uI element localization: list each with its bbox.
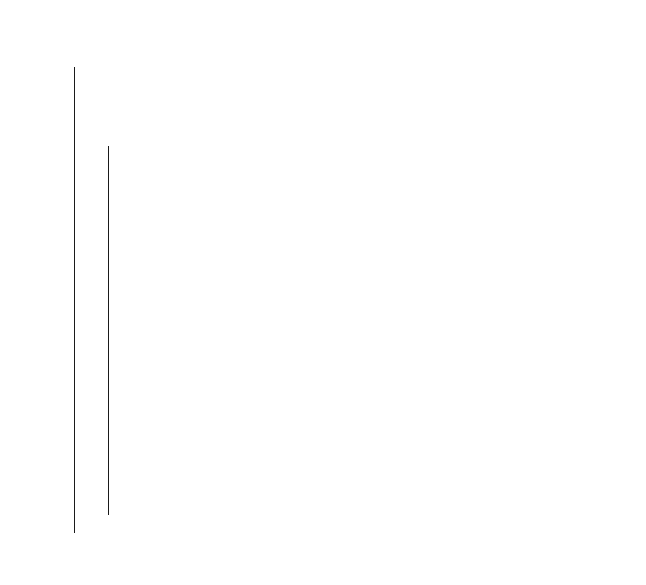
indent-guide-level-1 (74, 67, 75, 533)
indent-guide-level-2 (108, 146, 109, 515)
